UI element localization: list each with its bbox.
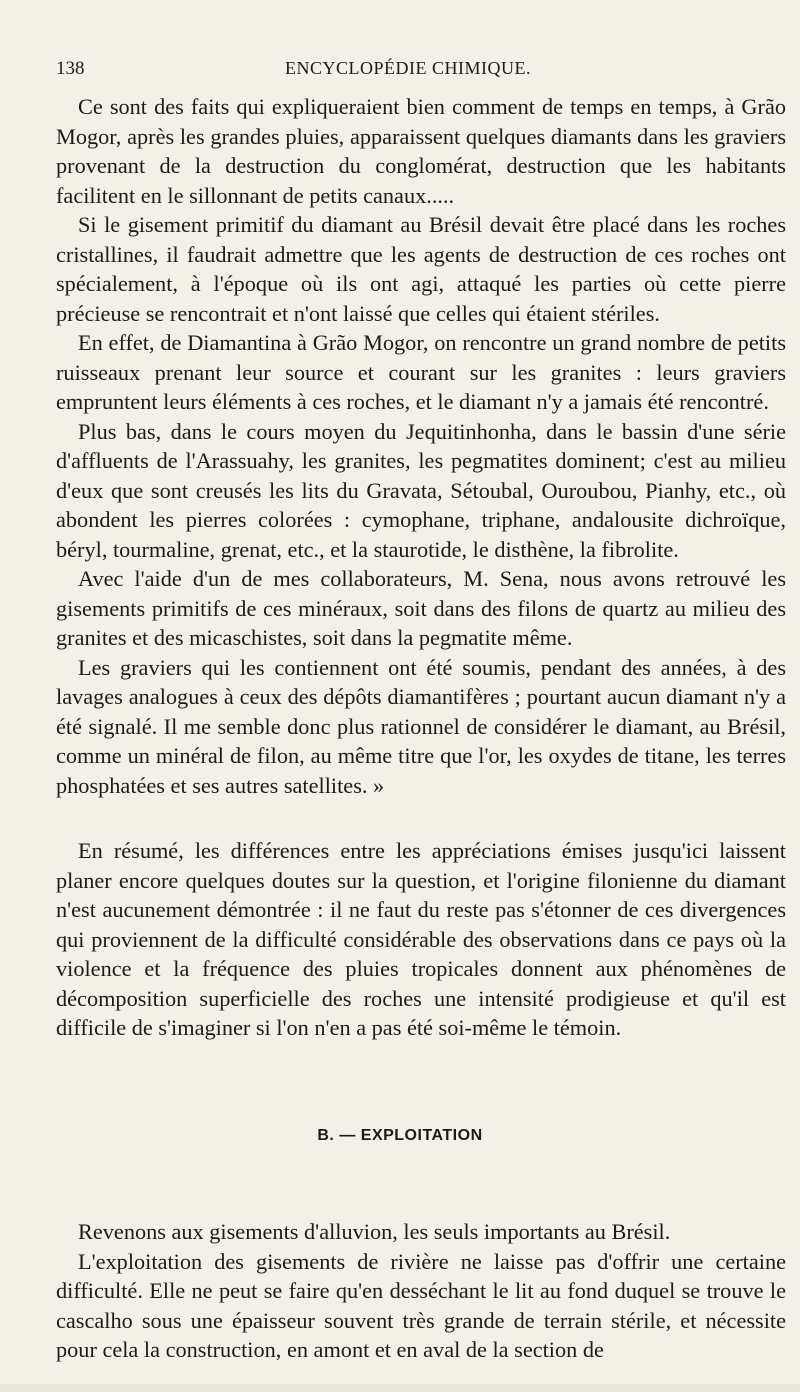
paragraph: Si le gisement primitif du diamant au Brésil devait être placé dans les roches cristallines, il faudrait admettre que les agents de destruction de ces roches ont spécialement, à l'époque où ils ont agi, attaqué les parties où cette pierre précieuse se rencontrait et n'ont laissé que celles qui étaient stériles.	[56, 212, 786, 326]
text-block-summary	[56, 836, 786, 1043]
paragraph: En résumé, les différences entre les appréciations émises jusqu'ici laissent planer encore quelques doutes sur la question, et l'origine filonienne du diamant n'est aucunement démontrée : il ne faut du reste pas s'étonner de ces divergences qui proviennent de la difficulté considérable des observations dans ce pays où la violence et la fréquence des pluies tropicales donnent aux phénomènes de décomposition superficielle des roches une intensité prodigieuse et qu'il est difficile de s'imaginer si l'on n'en a pas été soi-même le témoin.	[56, 838, 786, 1040]
paragraph: Revenons aux gisements d'alluvion, les seuls importants au Brésil.	[78, 1219, 671, 1244]
paragraph: En effet, de Diamantina à Grão Mogor, on rencontre un grand nombre de petits ruisseaux prenant leur source et courant sur les granites : leurs graviers empruntent leurs éléments à ces roches, et le diamant n'y a jamais été rencontré.	[56, 330, 786, 414]
paragraph: Ce sont des faits qui expliqueraient bien comment de temps en temps, à Grão Mogor, après les grandes pluies, apparaissent quelques diamants dans les graviers provenant de la destruction du conglomérat, destruction que les habitants facilitent en le sillonnant de petits canaux.....	[56, 94, 786, 208]
running-title: ENCYCLOPÉDIE CHIMIQUE.	[285, 58, 531, 78]
paragraph: L'exploitation des gisements de rivière ne laisse pas d'offrir une certaine difficulté. Elle ne peut se faire qu'en desséchant le lit au fond duquel se trouve le cascalho sous une épaisseur souvent très grande de terrain stérile, et nécessite pour cela la construction, en amont et en aval de la section de	[56, 1248, 786, 1362]
text-block-bottom	[56, 1217, 786, 1365]
page-number: 138	[56, 58, 85, 79]
paragraph: Plus bas, dans le cours moyen du Jequitinhonha, dans le bassin d'une série d'affluents de l'Arassuahy, les granites, les pegmatites dominent; c'est au milieu d'eux que sont creusés les lits du Gravata, Sétoubal, Ouroubou, Pianhy, etc., où abondent les pierres colorées : cymophane, triphane, andalousite dichroïque, béryl, tourmaline, grenat, etc., et la staurotide, le disthène, la fibrolite.	[56, 418, 786, 562]
page-header	[56, 58, 760, 88]
text-block-top	[56, 92, 786, 800]
page-bottom-edge	[0, 1384, 800, 1392]
paragraph: Avec l'aide d'un de mes collaborateurs, M. Sena, nous avons retrouvé les gisements primitifs de ces minéraux, soit dans des filons de quartz au milieu des granites et des micaschistes, soit dans la pegmatite même.	[56, 566, 786, 650]
section-heading: B. — EXPLOITATION	[317, 1127, 483, 1144]
paragraph: Les graviers qui les contiennent ont été soumis, pendant des années, à des lavages analogues à ceux des dépôts diamantifères ; pourtant aucun diamant n'y a été signalé. Il me semble donc plus rationnel de considérer le diamant, au Brésil, comme un minéral de filon, au même titre que l'or, les oxydes de titane, les terres phosphatées et ses autres satellites. »	[56, 654, 786, 798]
